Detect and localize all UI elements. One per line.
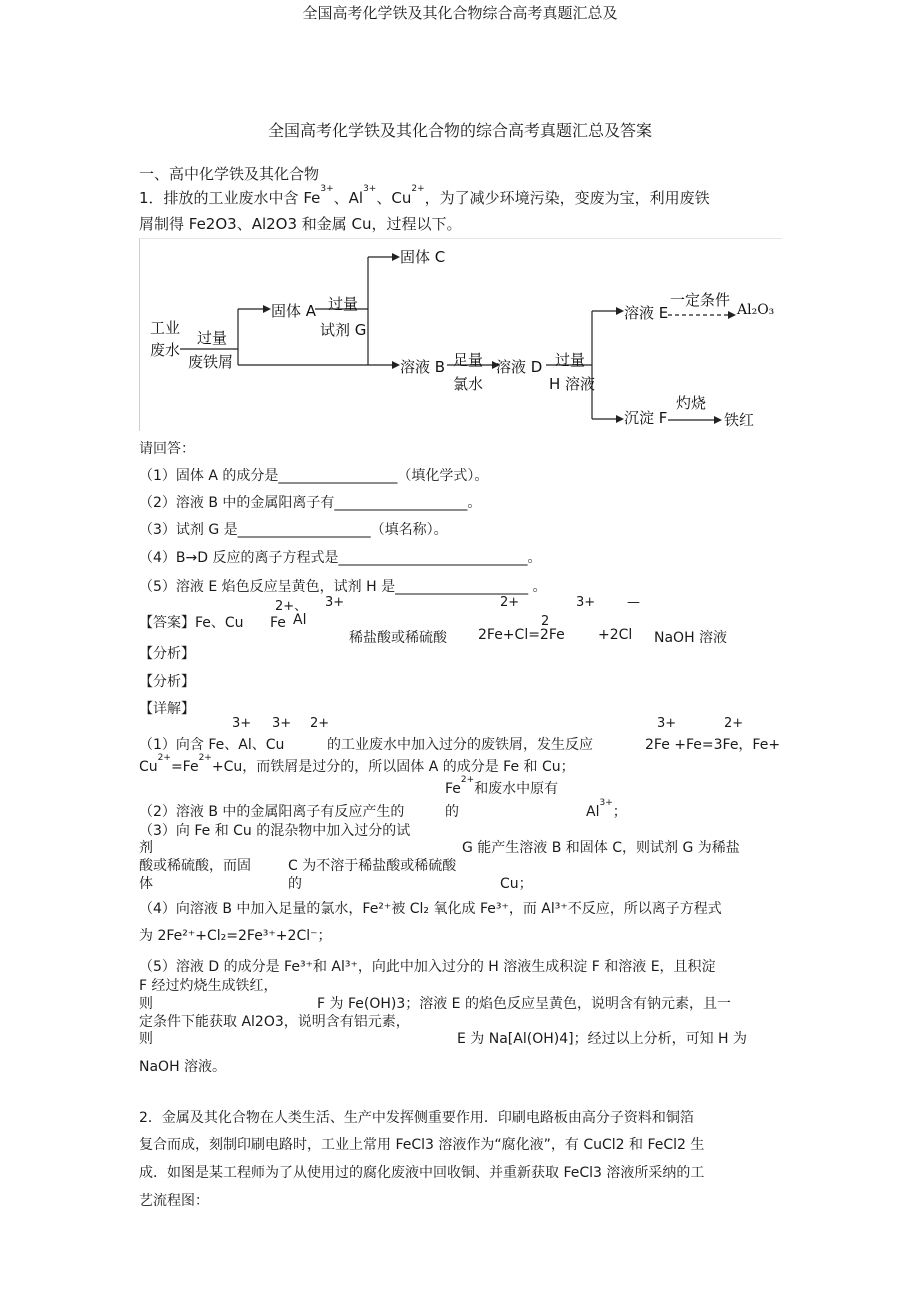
flow-waste-1: 工业 — [150, 319, 181, 337]
flow-arrow3-bottom: 氯水 — [453, 375, 484, 393]
q1-stem-line2: 屑制得 Fe2O3、Al2O3 和金属 Cu，过程以下。 — [139, 215, 462, 233]
flow-sol-d: 溶液 D — [496, 358, 543, 376]
d1-sup-3: 2+ — [310, 716, 330, 731]
flow-arrow4-top: 过量 — [555, 351, 586, 369]
d3-line2-a: 剂 — [139, 840, 153, 856]
d1-sup-5: 2+ — [724, 716, 744, 731]
ans-eq: 2Fe+Cl=2Fe — [478, 627, 565, 643]
d3-line3-a: 酸或稀硫酸，而固 — [139, 858, 251, 874]
d2-c: $Al^{3+}$； — [586, 798, 627, 820]
q2-line4: 艺流程图： — [139, 1193, 209, 1209]
flow-al2o3: Al₂O₃ — [737, 302, 775, 318]
analysis-heading-1: 【分析】 — [139, 646, 195, 662]
d5-line2: F 经过灼烧生成铁红， — [139, 978, 278, 994]
d5-line1: （5）溶液 D 的成分是 Fe³⁺和 Al³⁺，向此中加入过分的 H 溶液生成积淀 F 和溶液 E，且积淀 — [139, 959, 716, 975]
d1-line1-b: 的工业废水中加入过分的废铁屑，发生反应 — [327, 737, 593, 753]
q2-line3: 成．如图是某工程师为了从使用过的腐化废液中回收铜、并重新获取 FeCl3 溶液所采纳的工 — [139, 1165, 705, 1181]
d1-line3: $Fe^{2+}$和废水中原有 — [445, 775, 559, 797]
flow-arrow3-top: 足量 — [453, 351, 484, 369]
d5-line5-b: E 为 Na[Al(OH)4]；经过以上分析，可知 H 为 — [457, 1031, 747, 1047]
d5-line3-b: F 为 Fe(OH)3；溶液 E 的焰色反应呈黄色，说明含有钠元素，且一 — [317, 996, 731, 1012]
q1-ask: 请回答： — [139, 441, 195, 457]
ans-sup-5: — — [627, 595, 640, 610]
ans-sup-1: 2+、 — [275, 599, 308, 614]
detail-heading: 【详解】 — [139, 701, 195, 717]
q1-part1: （1）固体 A 的成分是_________________（填化学式）。 — [139, 468, 489, 484]
flow-sol-e: 溶液 E — [624, 304, 669, 322]
flow-waste-2: 废水 — [150, 341, 181, 359]
d1-line1-c: 2Fe +Fe=3Fe，Fe+ — [645, 737, 781, 753]
ans-g: 稀盐酸或稀硫酸 — [349, 630, 447, 646]
d3-line4-b: 的 — [288, 876, 302, 892]
d4-line1: （4）向溶液 B 中加入足量的氯水，Fe²⁺被 Cl₂ 氧化成 Fe³⁺，而 Al³⁺不反应，所以离子方程式 — [139, 901, 722, 917]
d3-line4-a: 体 — [139, 876, 153, 892]
ans-h: NaOH 溶液 — [654, 630, 728, 646]
d5-line5-a: 则 — [139, 1031, 153, 1047]
flow-ppt-f: 沉淀 F — [624, 409, 668, 427]
q1-part2: （2）溶液 B 中的金属阳离子有___________________。 — [139, 495, 482, 511]
ans-eq2: +2Cl — [598, 627, 633, 643]
q1-part4: （4）B→D 反应的离子方程式是___________________________。 — [139, 550, 542, 566]
q1-part3: （3）试剂 G 是___________________（填名称）。 — [139, 522, 448, 538]
d3-line3-b: C 为不溶于稀盐酸或稀硫酸 — [288, 858, 457, 874]
d2-b: 的 — [445, 804, 459, 820]
flow-arrow1-bottom: 废铁屑 — [188, 353, 234, 371]
section-heading: 一、高中化学铁及其化合物 — [139, 165, 320, 183]
d1-sup-1: 3+ — [232, 716, 252, 731]
q2-line2: 复合而成，刻制印刷电路时，工业上常用 FeCl3 溶液作为“腐化液”，有 CuCl2 和 FeCl2 生 — [139, 1137, 705, 1153]
q1-part5: （5）溶液 E 焰色反应呈黄色，试剂 H 是___________________ 。 — [139, 579, 547, 595]
flow-arrow2-top: 过量 — [328, 295, 359, 313]
ans-sup-4: 3+ — [576, 595, 596, 610]
ans-label: 【答案】Fe、Cu — [139, 615, 244, 631]
flow-solid-a: 固体 A — [271, 302, 317, 320]
running-header: 全国高考化学铁及其化合物综合高考真题汇总及 — [302, 4, 618, 22]
ans-sup-2: 3+ — [325, 595, 345, 610]
d1-sup-2: 3+ — [272, 716, 292, 731]
d2-a: （2）溶液 B 中的金属阳离子有反应产生的 — [139, 804, 405, 820]
d5-line6: NaOH 溶液。 — [139, 1059, 227, 1075]
flow-solid-c: 固体 C — [400, 248, 446, 266]
flow-iron-red: 铁红 — [724, 411, 755, 429]
d3-line4-c: Cu； — [500, 876, 533, 892]
d5-line4: 定条件下能获取 Al2O3，说明含有铝元素， — [139, 1014, 410, 1030]
ans-al: Al — [293, 612, 307, 628]
flow-sol-b: 溶液 B — [400, 358, 446, 376]
d5-line3-a: 则 — [139, 996, 153, 1012]
flow-arrow1-top: 过量 — [197, 329, 228, 347]
d4-line2: 为 2Fe²⁺+Cl₂=2Fe³⁺+2Cl⁻； — [139, 928, 332, 944]
ans-sup-3: 2+ — [500, 595, 520, 610]
d3-line2-b: G 能产生溶液 B 和固体 C，则试剂 G 为稀盐 — [462, 840, 740, 856]
flow-arrow2-bottom: 试剂 G — [320, 321, 367, 339]
ans-sub-2: 2 — [541, 614, 550, 629]
ans-fe: Fe — [270, 615, 286, 631]
flow-arrow5-top: 一定条件 — [670, 291, 731, 309]
flow-arrow6-top: 灼烧 — [676, 394, 707, 412]
page-title: 全国高考化学铁及其化合物的综合高考真题汇总及答案 — [267, 121, 652, 140]
d1-sup-4: 3+ — [657, 716, 677, 731]
process-flow-diagram — [139, 238, 782, 431]
d3-line1: （3）向 Fe 和 Cu 的混杂物中加入过分的试 — [139, 823, 411, 839]
analysis-heading-2: 【分析】 — [139, 674, 195, 690]
q2-line1: 2．金属及其化合物在人类生活、生产中发挥侧重要作用．印刷电路板由高分子资料和铜箔 — [139, 1110, 694, 1126]
flow-arrow4-bottom: H 溶液 — [549, 375, 596, 393]
d1-line1-a: （1）向含 Fe、Al、Cu — [139, 737, 285, 753]
d1-line2: $Cu^{2+}=Fe^{2+}+Cu$，而铁屑是过分的，所以固体 A 的成分是 Fe 和 Cu； — [139, 753, 575, 775]
q1-stem-line1: 1．排放的工业废水中含 $Fe^{3+}$、$Al^{3+}$、$Cu^{2+}$，为了减少环境污染，变废为宝，利用废铁 — [139, 184, 710, 207]
